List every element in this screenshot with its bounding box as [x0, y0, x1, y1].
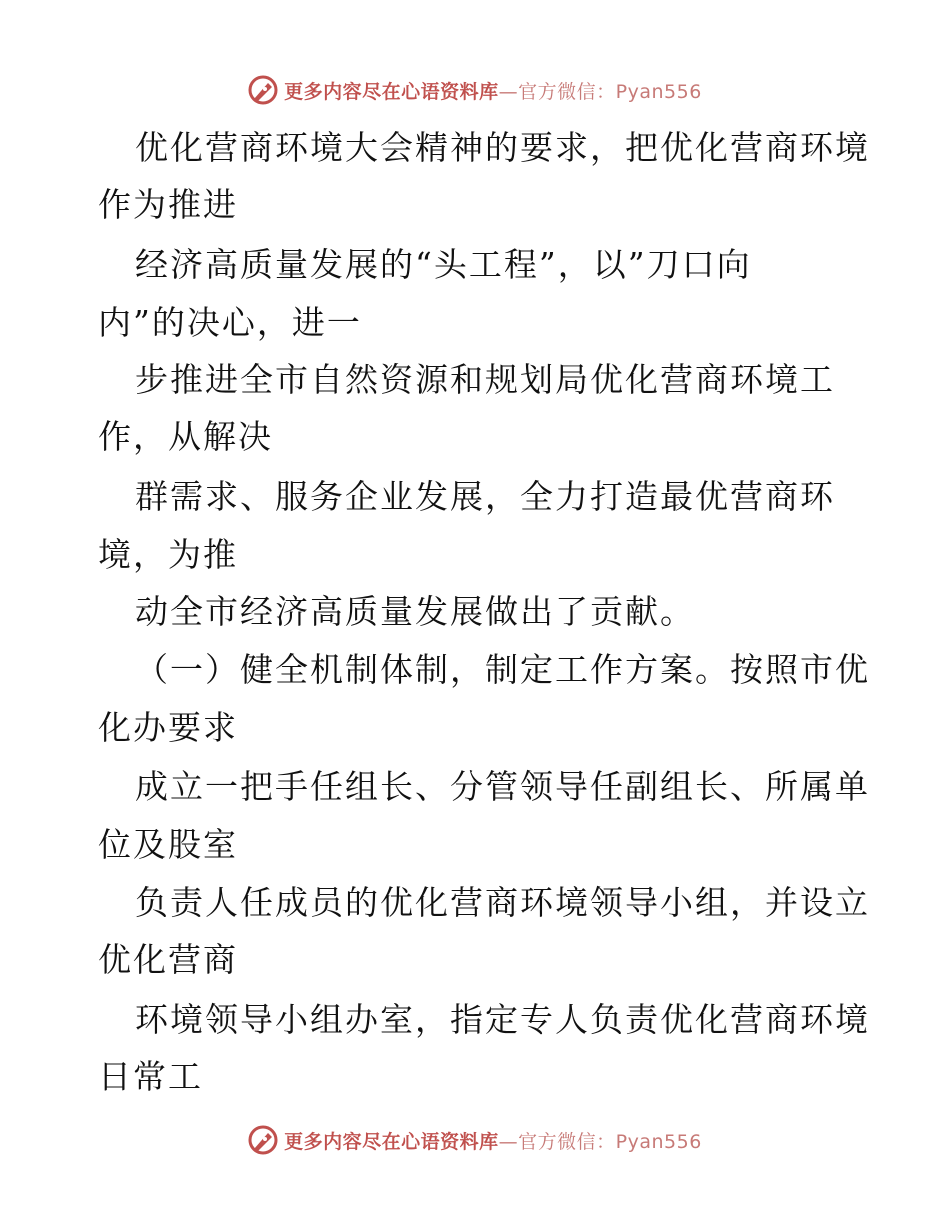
body-line: 境，为推 — [98, 535, 238, 574]
body-line: 作为推进 — [98, 185, 238, 224]
banner-primary-text: 更多内容尽在心语资料库 — [284, 1130, 499, 1153]
body-line: 化办要求 — [98, 708, 238, 747]
body-line: 位及股室 — [98, 825, 238, 864]
banner-text — [284, 1127, 702, 1154]
body-line: 步推进全市自然资源和规划局优化营商环境工 — [135, 360, 835, 399]
body-line: 群需求、服务企业发展，全力打造最优营商环 — [135, 477, 835, 516]
body-line: 环境领导小组办室，指定专人负责优化营商环境 — [135, 1000, 870, 1039]
body-line: 作，从解决 — [98, 417, 273, 456]
body-line: 优化营商环境大会精神的要求，把优化营商环境 — [135, 128, 870, 167]
body-line: 动全市经济高质量发展做出了贡献。 — [135, 592, 695, 631]
body-line: 优化营商 — [98, 940, 238, 979]
header-banner — [0, 70, 950, 110]
pen-circle-logo-icon — [248, 1125, 278, 1155]
body-line: 经济高质量发展的“头工程”，以”刀口向 — [135, 245, 752, 284]
body-line: 日常工 — [98, 1057, 203, 1096]
pen-circle-logo-icon — [248, 75, 278, 105]
body-line: 成立一把手任组长、分管领导任副组长、所属单 — [135, 767, 870, 806]
banner-primary-text: 更多内容尽在心语资料库 — [284, 80, 499, 103]
body-line: 内”的决心，进一 — [98, 303, 362, 342]
body-line: 负责人任成员的优化营商环境领导小组，并设立 — [135, 883, 870, 922]
body-line: （一）健全机制体制，制定工作方案。按照市优 — [135, 650, 870, 689]
banner-secondary-text: —官方微信：Pyan556 — [498, 1130, 702, 1153]
banner-secondary-text: —官方微信：Pyan556 — [498, 80, 702, 103]
footer-banner — [0, 1120, 950, 1160]
banner-text — [284, 77, 702, 104]
